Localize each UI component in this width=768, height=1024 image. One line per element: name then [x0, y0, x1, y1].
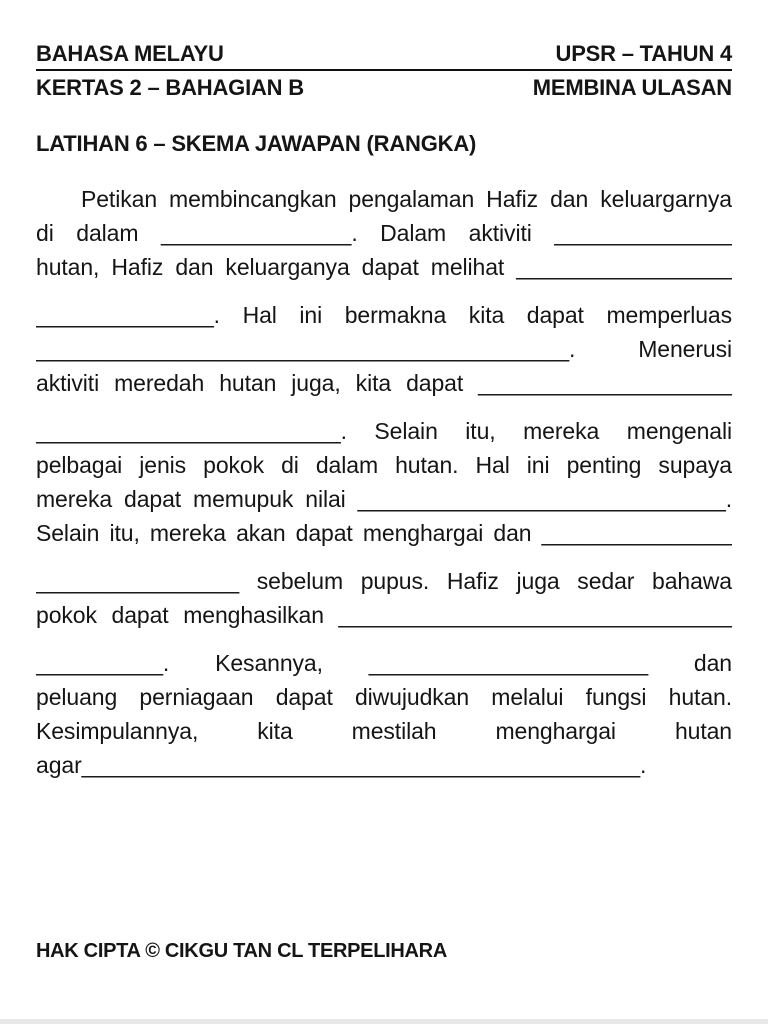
copyright-notice: HAK CIPTA © CIKGU TAN CL TERPELIHARA: [36, 940, 447, 962]
paragraph-line: __________. Kesannya, ______________________ dan: [36, 650, 732, 676]
paragraph-line: Kesimpulannya, kita mestilah menghargai hutan: [36, 718, 732, 744]
task-type-label: MEMBINA ULASAN: [532, 75, 732, 100]
exam-year-label: UPSR – TAHUN 4: [555, 41, 732, 66]
exercise-title: LATIHAN 6 – SKEMA JAWAPAN (RANGKA): [36, 131, 477, 156]
paragraph-line: pelbagai jenis pokok di dalam hutan. Hal ini penting supaya: [36, 452, 732, 478]
page-bottom-edge: [0, 1019, 768, 1024]
paragraph-line: agar____________________________________________.: [36, 752, 647, 778]
fill-in-the-blanks-paragraph: [36, 182, 732, 782]
paragraph-line: ________________ sebelum pupus. Hafiz juga sedar bahawa: [36, 568, 732, 594]
paragraph-line: Petikan membincangkan pengalaman Hafiz dan keluargarnya: [81, 186, 732, 212]
paragraph-line: peluang perniagaan dapat diwujudkan melalui fungsi hutan.: [36, 684, 732, 710]
paragraph-line: hutan, Hafiz dan keluarganya dapat melihat _________________: [36, 254, 732, 280]
paragraph-line: __________________________________________. Menerusi: [36, 336, 732, 362]
subject-title: BAHASA MELAYU: [36, 41, 224, 66]
paragraph-line: ______________. Hal ini bermakna kita dapat memperluas: [36, 302, 732, 328]
paragraph-line: ________________________. Selain itu, mereka mengenali: [36, 418, 732, 444]
paper-section-label: KERTAS 2 – BAHAGIAN B: [36, 75, 304, 100]
paragraph-line: aktiviti meredah hutan juga, kita dapat ____________________: [36, 370, 732, 396]
paragraph-line: pokok dapat menghasilkan _______________________________: [36, 602, 732, 628]
paragraph-line: Selain itu, mereka akan dapat menghargai dan _______________: [36, 520, 732, 546]
header-row-bottom: [36, 76, 732, 100]
header-row-top: [36, 42, 732, 71]
paragraph-line: di dalam _______________. Dalam aktiviti ______________: [36, 220, 732, 246]
paragraph-line: mereka dapat memupuk nilai _____________________________.: [36, 486, 732, 512]
